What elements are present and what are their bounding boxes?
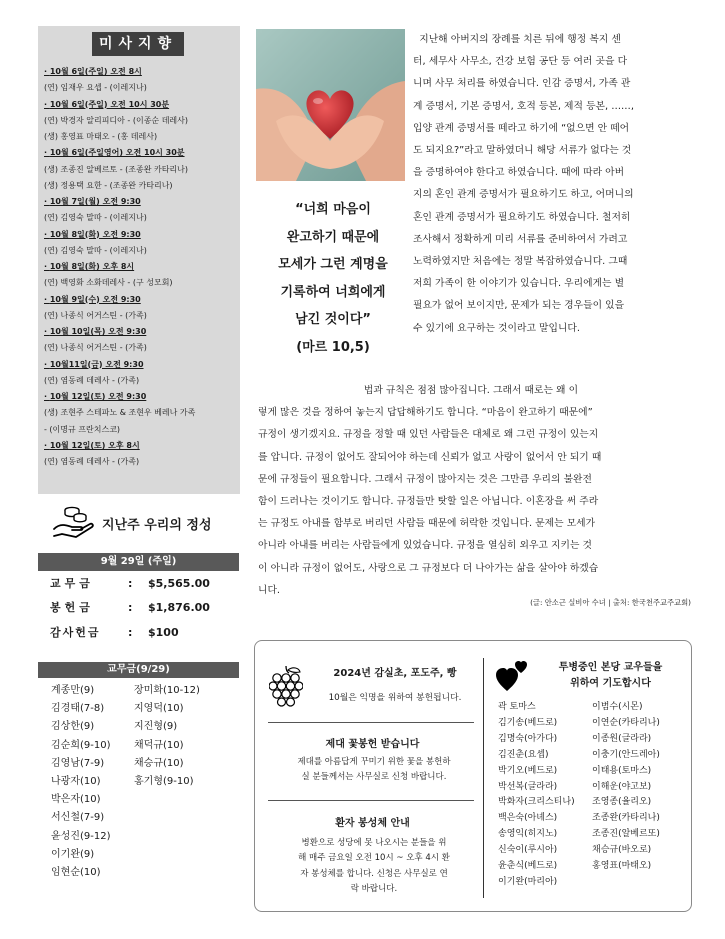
scripture-quote xyxy=(266,196,400,362)
mass-intentions-title: 미사지향 xyxy=(92,32,184,56)
prayer-name: 조종진(알베르또) xyxy=(592,829,660,840)
altar-flower-title: 제대 꽃봉헌 받습니다 xyxy=(325,739,420,750)
prayer-name: 이연순(카타리나) xyxy=(592,717,660,728)
dues-entry: 박은자(10) xyxy=(51,794,101,806)
prayer-name: 곽 토마스 xyxy=(498,702,536,712)
offering-amount: $100 xyxy=(148,626,179,639)
grapes-icon xyxy=(269,664,303,708)
dues-title: 교무금(9/29) xyxy=(38,662,239,678)
notice-divider xyxy=(483,658,484,898)
mass-date: · 10월 6일(주일) 오전 10시 30분 xyxy=(44,97,240,113)
mass-intention: (생) 정용택 요한 - (조종완 카타리나) xyxy=(44,180,173,190)
article-line: 법과 규칙은 점점 많아집니다. 그래서 때로는 왜 이 xyxy=(258,385,579,396)
altar-flower-body: 제대를 아름답게 꾸미기 위한 꽃을 봉헌하 실 분들께서는 사무실로 신청 바랍니다. xyxy=(297,757,451,783)
offering-title: 지난주 우리의 정성 xyxy=(102,518,212,533)
prayer-name: 박선복(글라라) xyxy=(498,781,558,792)
article-line: 는 규정도 아내를 함부로 버리던 사람들 때문에 허락한 것입니다. 문제는 모세가 xyxy=(258,518,596,530)
article-line: 노력하였지만 처음에는 정말 복잡하였습니다. 그때 xyxy=(413,256,628,268)
prayer-name: 이해운(야고보) xyxy=(592,781,652,792)
prayer-name: 이태용(토마스) xyxy=(592,765,652,776)
hands-holding-heart-image xyxy=(256,29,405,181)
dues-entry: 계종만(9) xyxy=(51,685,95,696)
dues-entry: 장미화(10-12) xyxy=(134,685,200,696)
article-line: 지난해 아버지의 장례를 치른 뒤에 행정 복지 센 xyxy=(413,34,621,45)
article-source: (글: 안소근 실비아 수녀 | 출처: 한국천주교주교회) xyxy=(530,598,691,607)
dues-entry: 이기완(9) xyxy=(51,848,95,860)
mass-intention: (생) 조현주 스테파노 & 조현우 베레나 가족 xyxy=(44,408,196,418)
offering-label: 봉헌금 xyxy=(50,601,94,614)
offering-date: 9월 29일 (주일) xyxy=(38,553,239,571)
quote-line: 남긴 것이다” xyxy=(295,312,371,328)
article-line: 도 되지요?”라고 말하였더니 해당 서류가 없다는 것 xyxy=(413,145,632,157)
article-line: 이 아니라 규정이 없어도, 사랑으로 그 규정보다 더 나아가는 삶을 살아야 하겠습 xyxy=(258,562,599,574)
prayer-name: 이기완(마리아) xyxy=(498,876,558,887)
dues-entry: 김상한(9) xyxy=(51,721,95,733)
offering-amount: $1,876.00 xyxy=(148,601,210,614)
article-line: 혼인 관계 증명서가 필요하기도 하였습니다. 철저히 xyxy=(413,211,631,223)
prayer-name: 윤춘식(베드로) xyxy=(498,861,558,872)
dues-entry: 지영덕(10) xyxy=(134,703,184,715)
mass-intention: (연) 나종식 어거스틴 - (가족) xyxy=(44,343,147,353)
dues-entry: 김영남(7-9) xyxy=(51,757,105,769)
mass-date: · 10월 7일(월) 오전 9:30 xyxy=(44,194,240,210)
dues-entry: 임현순(10) xyxy=(51,867,101,879)
mass-date: · 10월 9일(수) 오전 9:30 xyxy=(44,292,240,308)
hearts-icon xyxy=(496,657,530,693)
offertory-goods-title: 2024년 감실초, 포도주, 빵 xyxy=(333,668,457,679)
article-line: 수 있기에 요구하는 것이라고 말입니다. xyxy=(413,322,580,334)
article-line: 문에 규정들이 필요합니다. 그래서 규정이 많아지는 것은 그만큼 우리의 불완전 xyxy=(258,473,592,485)
prayer-name: 백은숙(아녜스) xyxy=(498,813,558,824)
mass-intentions-list xyxy=(44,64,240,470)
mass-intention: (연) 나종식 어거스틴 - (가족) xyxy=(44,310,147,320)
offering-row: 교무금 : $5,565.00 xyxy=(50,572,240,596)
mass-intention: (생) 홍영표 마태오 - (홍 데레사) xyxy=(44,132,158,141)
mass-date: · 10월11일(금) 오전 9:30 xyxy=(44,357,240,373)
dues-list-left xyxy=(51,682,133,882)
prayer-list-left xyxy=(498,700,592,891)
dues-list-right xyxy=(134,682,240,791)
sick-communion-body: 병환으로 성당에 못 나오시는 분들을 위 해 매주 금요일 오전 10시 ~ 오후 4시 환 자 봉성체를 합니다. 신청은 사무실로 연 락 바랍니다. xyxy=(298,838,450,894)
article-line: 을 증명하여야 한다고 하였습니다. 때에 따라 아버 xyxy=(413,167,625,179)
mass-intention: (연) 백영화 소화데레사 - (구 성모회) xyxy=(44,278,173,288)
mass-intention: (연) 박경자 알리피디아 - (이종순 데레사) xyxy=(44,115,189,125)
article-line: 필요가 없어 보이지만, 문제가 되는 경우들이 있을 xyxy=(413,300,625,312)
mass-date: · 10월 6일(주일영어) 오전 10시 30분 xyxy=(44,145,240,161)
prayer-name: 신숙이(루시아) xyxy=(498,845,558,856)
mass-date: · 10월 8일(화) 오후 8시 xyxy=(44,259,240,275)
dues-entry: 나광자(10) xyxy=(51,776,101,788)
mass-date: · 10월 12일(토) 오전 9:30 xyxy=(44,389,240,405)
article-line: 계 증명서, 기본 증명서, 호적 등본, 제적 등본, ……, xyxy=(413,100,634,112)
article-paragraph-2 xyxy=(258,380,690,602)
mass-date: · 10월 12일(토) 오후 8시 xyxy=(44,438,240,454)
mass-intention: (연) 김영숙 말따 - (이레지나) xyxy=(44,245,147,255)
quote-line: 기록하여 너희에게 xyxy=(280,284,386,300)
quote-reference: (마르 10,5) xyxy=(296,339,370,355)
offering-label: 교무금 xyxy=(50,577,94,590)
prayer-name: 이종원(글라라) xyxy=(592,733,652,744)
sick-communion-title: 환자 봉성체 안내 xyxy=(335,818,410,829)
prayer-name: 이충기(안드레아) xyxy=(592,749,660,760)
mass-date: · 10월 10일(목) 오전 9:30 xyxy=(44,324,240,340)
prayer-request-title: 투병중인 본당 교우들을 위하여 기도합시다 xyxy=(558,662,663,689)
article-line: 렇게 많은 것을 정하여 놓는지 답답해하기도 합니다. “마음이 완고하기 때문에” xyxy=(258,407,593,419)
dues-entry: 서신철(7-9) xyxy=(51,812,105,824)
article-paragraph-1 xyxy=(413,29,691,340)
offering-label: 감사헌금 xyxy=(50,626,101,639)
section-divider xyxy=(268,722,474,723)
mass-intention: (연) 염동례 데레사 - (가족) xyxy=(44,457,140,466)
prayer-name: 김명숙(아가다) xyxy=(498,733,558,744)
offertory-goods-subtitle: 10월은 익명을 위하여 봉헌됩니다. xyxy=(328,693,462,703)
mass-intention: (연) 임재우 요셉 - (이레지나) xyxy=(44,83,147,93)
prayer-name: 이범수(시몬) xyxy=(592,702,643,712)
dues-entry: 채승규(10) xyxy=(134,757,184,769)
dues-entry: 채덕규(10) xyxy=(134,739,184,751)
article-line: 조사해서 정확하게 미리 서류를 준비하여서 가려고 xyxy=(413,233,628,245)
mass-intention: (연) 염동례 데레사 - (가족) xyxy=(44,375,140,385)
dues-entry: 김경태(7-8) xyxy=(51,703,105,715)
offering-row: 봉헌금 : $1,876.00 xyxy=(50,596,240,620)
offering-hand-coins-icon xyxy=(52,503,96,541)
prayer-name: 조영종(율리오) xyxy=(592,797,652,808)
article-line: 니며 사무 처리를 하였습니다. 인감 증명서, 가족 관 xyxy=(413,78,631,90)
article-line: 아니라 아내를 버리는 사람들에게 있었습니다. 규정을 열심히 외우고 지키는 것 xyxy=(258,540,592,552)
quote-line: 모세가 그런 계명을 xyxy=(278,257,388,273)
article-line: 터, 세무사 사무소, 건강 보험 공단 등 여러 곳을 다 xyxy=(413,56,628,68)
article-line: 니다. xyxy=(258,584,281,596)
dues-entry: 김순희(9-10) xyxy=(51,739,111,751)
prayer-name: 박기오(베드로) xyxy=(498,765,558,776)
prayer-name: 박화자(크리스티나) xyxy=(498,797,575,808)
section-divider xyxy=(268,800,474,801)
prayer-list-right xyxy=(592,700,690,875)
mass-intention: (생) 조종진 알베르토 - (조종완 카타리나) xyxy=(44,164,189,174)
mass-date: · 10월 8일(화) 오전 9:30 xyxy=(44,227,240,243)
prayer-name: 홍영표(마태오) xyxy=(592,861,652,872)
dues-entry: 지진형(9) xyxy=(134,721,178,733)
prayer-name: 김진춘(요셉) xyxy=(498,749,549,760)
mass-intention: - (이명규 프란치스코) xyxy=(44,424,121,434)
dues-entry: 홍기형(9-10) xyxy=(134,776,194,788)
mass-date: · 10월 6일(주일) 오전 8시 xyxy=(44,64,240,80)
mass-intention: (연) 김영숙 말따 - (이레지나) xyxy=(44,213,147,223)
offering-row: 감사헌금 : $100 xyxy=(50,621,240,645)
offering-amount: $5,565.00 xyxy=(148,577,210,590)
article-line: 함이 드러나는 것이기도 합니다. 규정들만 탓할 일은 아닙니다. 이혼장을 써 주라 xyxy=(258,496,599,508)
article-line: 규정이 생기겠지요. 규정을 정할 때 있던 사람들은 대체로 왜 그런 규정이 있는지 xyxy=(258,429,599,441)
prayer-name: 김기송(베드로) xyxy=(498,717,558,728)
article-line: 지의 혼인 관계 증명서가 필요하기도 하고, 어머니의 xyxy=(413,189,634,201)
quote-line: 완고하기 때문에 xyxy=(286,229,380,245)
dues-entry: 윤성진(9-12) xyxy=(51,830,111,842)
prayer-name: 조종완(카타리나) xyxy=(592,813,660,824)
article-line: 저희 가족이 한 이야기가 있습니다. 우리에게는 별 xyxy=(413,278,625,290)
quote-line: “너희 마음이 xyxy=(295,202,371,217)
article-line: 입양 관계 증명서를 떼라고 하기에 “없으면 안 떼어 xyxy=(413,122,630,134)
prayer-name: 채승규(바오로) xyxy=(592,845,652,856)
prayer-name: 송영익(히지노) xyxy=(498,829,558,840)
article-line: 를 압니다. 규정이 없어도 잘되어야 하는데 신뢰가 없고 사랑이 없어서 안 되기 때 xyxy=(258,451,602,463)
